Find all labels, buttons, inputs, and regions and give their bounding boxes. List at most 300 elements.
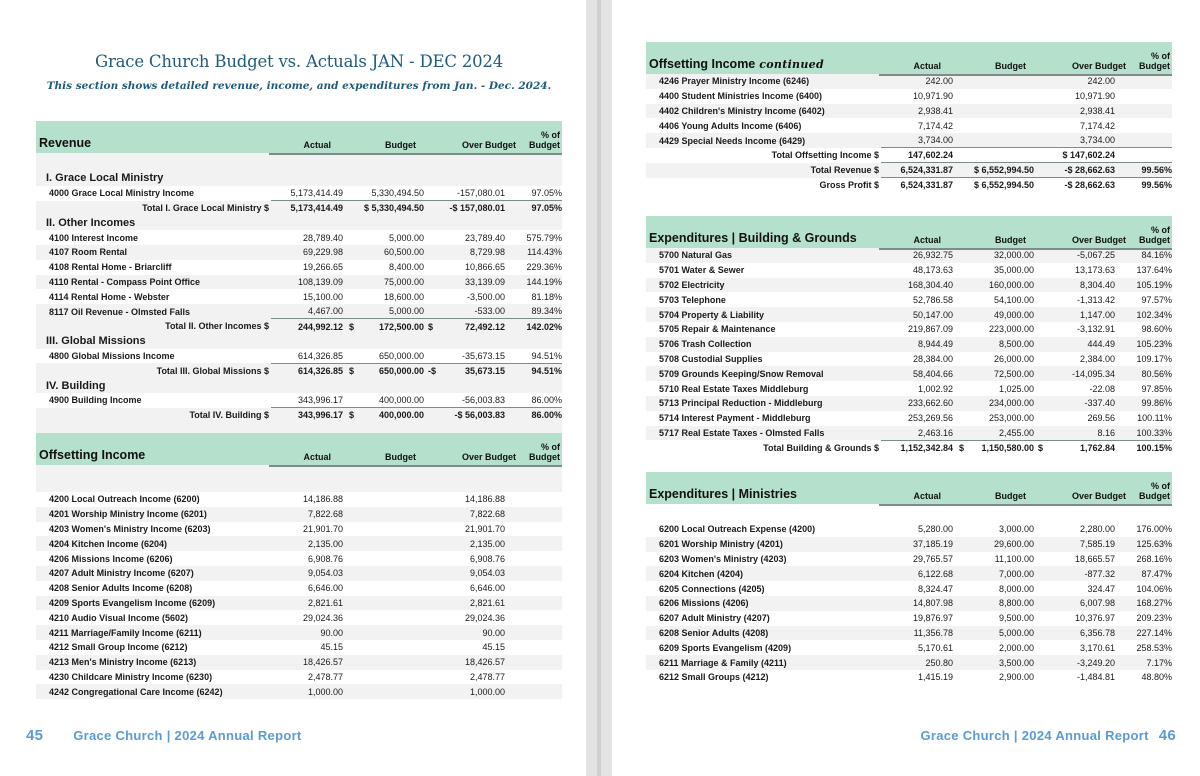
over-budget-value: 10,376.97 xyxy=(1074,613,1115,624)
page-46 xyxy=(612,0,1200,776)
row-label: 4800 Global Missions Income xyxy=(49,350,175,361)
budget-value: 650,000.00 xyxy=(343,349,424,364)
pct-budget-value: 89.34% xyxy=(505,304,562,319)
budget-value: 32,000.00 xyxy=(953,248,1034,263)
over-budget-value: 8.16 xyxy=(1034,426,1115,441)
page-number: 46 xyxy=(1158,727,1176,744)
page-45 xyxy=(0,0,586,776)
budget-value: 7,000.00 xyxy=(953,566,1034,581)
over-budget-value: -877.32 xyxy=(1034,566,1115,581)
total-over: $ 1,762.84 xyxy=(1034,440,1115,455)
row-label: 5702 Electricity xyxy=(646,278,881,293)
actual-value: 2,938.41 xyxy=(881,104,953,119)
total-actual: 1,152,342.84 xyxy=(881,440,953,455)
row-label: 4110 Rental - Compass Point Office xyxy=(36,275,271,290)
total-label: Total Offsetting Income $ xyxy=(771,150,879,161)
table-row xyxy=(646,292,1172,307)
pct-budget-value xyxy=(505,610,562,625)
section-title: Offsetting Income continued xyxy=(649,57,824,71)
row-label: 6200 Local Outreach Expense (4200) xyxy=(659,524,816,535)
row-label: 6201 Worship Ministry (4201) xyxy=(646,537,881,552)
budget-value: 5,000.00 xyxy=(343,304,424,319)
table-row xyxy=(36,304,562,319)
budget-value xyxy=(343,536,424,551)
actual-value: 2,478.77 xyxy=(307,671,343,682)
budget-value: 9,500.00 xyxy=(998,613,1034,624)
over-budget-value: 33,139.09 xyxy=(424,275,505,290)
pct-budget-value: 125.63% xyxy=(1115,537,1172,552)
row-label: 6203 Women's Ministry (4203) xyxy=(659,553,787,564)
budget-value: 8,800.00 xyxy=(953,596,1034,611)
col-actual-header: Actual xyxy=(913,491,941,501)
table-row xyxy=(646,581,1172,596)
section-title: Expenditures | Building & Grounds xyxy=(649,231,857,245)
total-budget: $ 172,500.00 xyxy=(343,319,424,334)
table-row xyxy=(646,626,1172,641)
header-rule xyxy=(879,74,1172,76)
pct-budget-value xyxy=(505,655,562,670)
total-label: Total II. Other Incomes $ xyxy=(36,319,271,334)
row-label: 4230 Childcare Ministry Income (6230) xyxy=(49,671,213,682)
table-row xyxy=(646,426,1172,441)
actual-value: 233,662.60 xyxy=(881,396,953,411)
total-budget: $ 5,330,494.50 xyxy=(343,201,424,216)
total-actual: 6,524,331.87 xyxy=(881,163,953,178)
table-row xyxy=(646,104,1172,119)
pct-budget-value xyxy=(505,492,562,507)
table-row xyxy=(646,522,1172,537)
row-label: 5714 Interest Payment - Middleburg xyxy=(659,413,811,424)
header-rule xyxy=(879,504,1172,506)
pct-budget-value: 105.23% xyxy=(1115,337,1172,352)
total-actual: 5,173,414.49 xyxy=(271,201,343,216)
offsetting-income-section xyxy=(36,433,562,699)
group-heading: IV. Building xyxy=(36,378,562,393)
table-row xyxy=(36,186,562,201)
pct-budget-value: 84.16% xyxy=(1115,248,1172,263)
total-pct: 100.15% xyxy=(1115,440,1172,455)
total-row xyxy=(646,440,1172,455)
table-row xyxy=(36,349,562,364)
budget-value: 49,000.00 xyxy=(953,307,1034,322)
total-budget: $ 6,552,994.50 xyxy=(953,178,1034,193)
budget-value xyxy=(953,89,1034,104)
total-row xyxy=(36,201,562,216)
over-budget-value: 13,173.63 xyxy=(1074,265,1116,276)
budget-value xyxy=(343,640,424,655)
budget-value: 3,000.00 xyxy=(998,524,1034,535)
total-label: Gross Profit $ xyxy=(819,179,879,190)
table-row xyxy=(36,522,562,537)
row-label: 4107 Room Rental xyxy=(36,245,271,260)
total-budget: $ 1,150,580.00 xyxy=(953,440,1034,455)
pct-budget-value xyxy=(1115,104,1172,119)
over-budget-value: 18,665.57 xyxy=(1074,553,1115,564)
row-label: 4000 Grace Local Ministry Income xyxy=(49,188,195,199)
row-label: 5713 Principal Reduction - Middleburg xyxy=(646,396,881,411)
over-budget-value: 3,734.00 xyxy=(1034,133,1115,148)
table-row xyxy=(646,352,1172,367)
total-pct: 142.02% xyxy=(505,319,562,334)
revenue-section xyxy=(36,121,562,441)
footer-left xyxy=(26,727,302,744)
pct-budget-value: 227.14% xyxy=(1115,626,1172,641)
budget-value xyxy=(953,104,1034,119)
over-budget-value: 9,054.03 xyxy=(424,566,505,581)
actual-value: 5,170.61 xyxy=(917,642,953,653)
total-over: $ 147,602.24 xyxy=(1034,148,1115,163)
total-label: Total IV. Building $ xyxy=(36,408,271,423)
total-budget: $ 6,552,994.50 xyxy=(953,163,1034,178)
actual-value: 10,971.90 xyxy=(912,91,953,102)
pct-budget-value: 109.17% xyxy=(1136,353,1173,364)
budget-value xyxy=(343,522,424,537)
pct-budget-value: 94.51% xyxy=(505,349,562,364)
budget-value: 253,000.00 xyxy=(988,413,1035,424)
pct-budget-value: 100.33% xyxy=(1115,426,1172,441)
total-budget xyxy=(953,148,1034,163)
pct-budget-value: 575.79% xyxy=(526,232,562,243)
table-row xyxy=(36,581,562,596)
header-rule xyxy=(879,248,1172,250)
actual-value: 21,901.70 xyxy=(302,523,343,534)
section-title: Expenditures | Ministries xyxy=(649,487,797,501)
section-title: Revenue xyxy=(39,136,92,150)
total-pct: 94.51% xyxy=(505,363,562,378)
over-budget-value: -56,003.83 xyxy=(424,393,505,408)
budget-value xyxy=(343,625,424,640)
budget-value xyxy=(343,492,424,507)
total-label: Total Revenue $ xyxy=(646,163,881,178)
row-label: 6212 Small Groups (4212) xyxy=(659,672,769,683)
footer-text: Grace Church | 2024 Annual Report xyxy=(73,728,302,743)
pct-budget-value: 87.47% xyxy=(1115,566,1172,581)
continued-label: continued xyxy=(759,58,824,71)
budget-value: 160,000.00 xyxy=(953,278,1034,293)
total-pct: 97.05% xyxy=(505,201,562,216)
row-label: 4200 Local Outreach Income (6200) xyxy=(49,494,200,505)
actual-value: 6,908.76 xyxy=(307,553,343,564)
pct-budget-value: 176.00% xyxy=(1136,524,1172,535)
over-budget-value: 6,646.00 xyxy=(469,583,505,594)
row-label: 4108 Rental Home - Briarcliff xyxy=(49,262,172,273)
group-heading-row xyxy=(36,334,562,349)
row-label: 4211 Marriage/Family Income (6211) xyxy=(36,625,271,640)
budget-value: 1,025.00 xyxy=(998,383,1035,394)
actual-value: 28,384.00 xyxy=(912,353,954,364)
col-budget-header: Budget xyxy=(995,235,1026,245)
group-heading-row xyxy=(36,171,562,186)
budget-value: 11,100.00 xyxy=(994,553,1034,564)
budget-value: 2,900.00 xyxy=(998,672,1034,683)
group-heading: II. Other Incomes xyxy=(36,215,562,230)
col-actual-header: Actual xyxy=(913,61,941,71)
col-actual-header: Actual xyxy=(303,140,331,150)
pct-budget-value: 100.11% xyxy=(1137,413,1173,424)
table-row xyxy=(646,263,1172,278)
over-budget-value: -533.00 xyxy=(424,304,505,319)
budget-value: 2,000.00 xyxy=(998,642,1034,653)
actual-value: 9,054.03 xyxy=(271,566,343,581)
table-row xyxy=(36,625,562,640)
total-pct: 99.56% xyxy=(1115,178,1172,193)
budget-value xyxy=(343,581,424,596)
pct-budget-value: 97.85% xyxy=(1141,383,1173,394)
actual-value: 28,789.40 xyxy=(302,232,343,243)
header-rule xyxy=(269,153,562,155)
over-budget-value: 2,938.41 xyxy=(1034,104,1115,119)
budget-value: 75,000.00 xyxy=(343,275,424,290)
row-label: 4212 Small Group Income (6212) xyxy=(49,642,188,653)
budget-value xyxy=(343,670,424,685)
section-header xyxy=(646,216,1172,248)
row-label: 4203 Women's Ministry Income (6203) xyxy=(49,523,211,534)
row-label: 6207 Adult Ministry (4207) xyxy=(659,613,770,624)
row-label: 6208 Senior Adults (4208) xyxy=(646,626,881,641)
budget-value: 3,500.00 xyxy=(953,655,1034,670)
row-label: 5701 Water & Sewer xyxy=(659,265,745,276)
over-budget-value: 2,821.61 xyxy=(424,596,505,611)
over-budget-value: 2,135.00 xyxy=(424,536,505,551)
section-header xyxy=(646,472,1172,504)
actual-value: 19,876.97 xyxy=(912,613,953,624)
actual-value: 15,100.00 xyxy=(302,291,343,302)
table-row xyxy=(36,655,562,670)
pct-budget-value: 168.27% xyxy=(1115,596,1172,611)
over-budget-value: -3,132.91 xyxy=(1077,324,1116,335)
pct-budget-value xyxy=(1115,118,1172,133)
row-label: 4201 Worship Ministry Income (6201) xyxy=(36,507,271,522)
budget-value: 8,400.00 xyxy=(388,262,424,273)
pct-budget-value xyxy=(505,566,562,581)
over-budget-value: 242.00 xyxy=(1034,74,1115,89)
table-row xyxy=(36,230,562,245)
pct-budget-value xyxy=(505,684,562,699)
row-label: 6209 Sports Evangelism (4209) xyxy=(659,642,792,653)
actual-value: 7,174.42 xyxy=(917,120,953,131)
table-row xyxy=(36,610,562,625)
budget-value xyxy=(343,507,424,522)
pct-budget-value xyxy=(505,551,562,566)
budget-value xyxy=(953,118,1034,133)
table-row xyxy=(646,366,1172,381)
pct-budget-value: 102.34% xyxy=(1115,307,1172,322)
row-label: 5708 Custodial Supplies xyxy=(659,353,763,364)
col-pct-header: % of Budget xyxy=(529,442,560,462)
pct-budget-value: 137.64% xyxy=(1136,265,1173,276)
table-row xyxy=(646,133,1172,148)
actual-value: 29,024.36 xyxy=(302,612,343,623)
row-label: 5710 Real Estate Taxes Middleburg xyxy=(659,383,809,394)
table-row xyxy=(36,275,562,290)
row-label: 5704 Property & Liability xyxy=(646,307,881,322)
budget-value xyxy=(953,133,1034,148)
over-budget-value: 29,024.36 xyxy=(464,612,505,623)
col-over-header: Over Budget xyxy=(461,140,516,150)
col-pct-header: % of Budget xyxy=(1139,481,1170,501)
table-row xyxy=(646,611,1172,626)
pct-budget-value: 268.16% xyxy=(1136,553,1172,564)
col-over-header: Over Budget xyxy=(1071,61,1126,71)
pct-budget-value: 80.56% xyxy=(1115,366,1172,381)
row-label: 6205 Connections (4205) xyxy=(659,583,765,594)
actual-value: 5,173,414.49 xyxy=(271,186,343,201)
table-row xyxy=(646,307,1172,322)
table-row xyxy=(646,118,1172,133)
over-budget-value: -3,249.20 xyxy=(1034,655,1115,670)
budget-value: 234,000.00 xyxy=(953,396,1034,411)
row-label: 4100 Interest Income xyxy=(49,232,139,243)
pct-budget-value xyxy=(1115,74,1172,89)
actual-value: 48,173.63 xyxy=(912,265,954,276)
actual-value: 8,324.47 xyxy=(917,583,953,594)
table-row xyxy=(36,670,562,685)
row-label: 4210 Audio Visual Income (5602) xyxy=(49,612,189,623)
row-label: 4900 Building Income xyxy=(49,395,142,406)
actual-value: 6,646.00 xyxy=(307,583,343,594)
total-over: $ 72,492.12 xyxy=(424,319,505,334)
actual-value: 3,734.00 xyxy=(881,133,953,148)
table-row xyxy=(646,537,1172,552)
budget-value: 5,000.00 xyxy=(953,626,1034,641)
budget-value: 26,000.00 xyxy=(993,353,1035,364)
over-budget-value: 90.00 xyxy=(424,625,505,640)
over-budget-value: -5,067.25 xyxy=(1034,248,1115,263)
over-budget-value: 6,908.76 xyxy=(469,553,505,564)
over-budget-value: 7,822.68 xyxy=(424,507,505,522)
actual-value: 37,185.19 xyxy=(881,537,953,552)
over-budget-value: -14,095.34 xyxy=(1034,366,1115,381)
col-budget-header: Budget xyxy=(995,61,1026,71)
over-budget-value: -35,673.15 xyxy=(424,349,505,364)
actual-value: 242.00 xyxy=(881,74,953,89)
table-row xyxy=(36,260,562,275)
row-label: 4208 Senior Adults Income (6208) xyxy=(49,583,193,594)
actual-value: 4,467.00 xyxy=(271,304,343,319)
pct-budget-value xyxy=(1115,133,1172,148)
over-budget-value: 10,971.90 xyxy=(1074,91,1115,102)
total-row xyxy=(646,148,1172,163)
table-row xyxy=(646,670,1172,685)
pct-budget-value: 98.60% xyxy=(1141,324,1173,335)
col-pct-header: % of Budget xyxy=(1139,225,1170,245)
table-row xyxy=(36,245,562,260)
col-over-header: Over Budget xyxy=(1071,491,1126,501)
pct-budget-value: 97.57% xyxy=(1141,294,1173,305)
actual-value: 5,280.00 xyxy=(917,524,953,535)
actual-value: 614,326.85 xyxy=(271,349,343,364)
row-label: 5703 Telephone xyxy=(659,294,726,305)
row-label: 4213 Men's Ministry Income (6213) xyxy=(36,655,271,670)
actual-value: 7,822.68 xyxy=(271,507,343,522)
actual-value: 50,147.00 xyxy=(881,307,953,322)
total-actual: 147,602.24 xyxy=(881,148,953,163)
actual-value: 343,996.17 xyxy=(271,393,343,408)
actual-value: 26,932.75 xyxy=(881,248,953,263)
section-title: Offsetting Income xyxy=(39,448,146,462)
pct-budget-value: 104.06% xyxy=(1136,583,1172,594)
row-label: 4406 Young Adults Income (6406) xyxy=(659,120,802,131)
pct-budget-value: 99.86% xyxy=(1115,396,1172,411)
pct-budget-value xyxy=(505,522,562,537)
page-number: 45 xyxy=(26,727,44,744)
actual-value: 18,426.57 xyxy=(271,655,343,670)
pct-budget-value: 209.23% xyxy=(1136,613,1172,624)
over-budget-value: 444.49 xyxy=(1034,337,1115,352)
budget-value xyxy=(343,596,424,611)
row-label: 4114 Rental Home - Webster xyxy=(49,291,170,302)
over-budget-value: 6,356.78 xyxy=(1034,626,1115,641)
group-heading-row xyxy=(36,215,562,230)
table-row xyxy=(36,289,562,304)
total-row xyxy=(36,408,562,423)
col-actual-header: Actual xyxy=(913,235,941,245)
pct-budget-value xyxy=(505,581,562,596)
row-label: 4206 Missions Income (6206) xyxy=(49,553,173,564)
budget-value: 5,330,494.50 xyxy=(343,186,424,201)
section-header xyxy=(646,42,1172,74)
footer-right xyxy=(920,727,1176,744)
actual-value: 108,139.09 xyxy=(271,275,343,290)
header-rule xyxy=(269,465,562,467)
col-budget-header: Budget xyxy=(385,452,416,462)
budget-value: 29,600.00 xyxy=(953,537,1034,552)
row-label: 4207 Adult Ministry Income (6207) xyxy=(36,566,271,581)
total-row xyxy=(646,178,1172,193)
budget-value: 72,500.00 xyxy=(953,366,1034,381)
pct-budget-value xyxy=(505,536,562,551)
budget-value: 8,000.00 xyxy=(998,583,1034,594)
table-row xyxy=(646,278,1172,293)
pct-budget-value: 48.80% xyxy=(1141,672,1172,683)
row-label: 4402 Children's Ministry Income (6402) xyxy=(646,104,881,119)
table-row xyxy=(36,492,562,507)
actual-value: 90.00 xyxy=(271,625,343,640)
ministries-section xyxy=(646,472,1172,685)
actual-value: 2,821.61 xyxy=(271,596,343,611)
total-actual: 6,524,331.87 xyxy=(881,178,953,193)
row-label: 6204 Kitchen (4204) xyxy=(646,566,881,581)
total-over: -$ 56,003.83 xyxy=(424,408,505,423)
budget-value: 400,000.00 xyxy=(343,393,424,408)
table-row xyxy=(646,411,1172,426)
over-budget-value: 1,147.00 xyxy=(1034,307,1115,322)
table-row xyxy=(646,640,1172,655)
total-label: Total I. Grace Local Ministry $ xyxy=(36,201,271,216)
pct-budget-value: 114.43% xyxy=(505,245,562,260)
total-actual: 343,996.17 xyxy=(271,408,343,423)
pct-budget-value: 97.05% xyxy=(505,186,562,201)
row-label: 4400 Student Ministries Income (6400) xyxy=(659,91,823,102)
over-budget-value: 8,729.98 xyxy=(424,245,505,260)
actual-value: 8,944.49 xyxy=(881,337,953,352)
row-label: 4242 Congregational Care Income (6242) xyxy=(36,684,271,699)
pct-budget-value xyxy=(505,625,562,640)
budget-value xyxy=(343,610,424,625)
total-pct: 99.56% xyxy=(1115,163,1172,178)
pct-budget-value: 258.53% xyxy=(1136,642,1172,653)
col-pct-header: % of Budget xyxy=(529,130,560,150)
col-budget-header: Budget xyxy=(995,491,1026,501)
budget-value: 54,100.00 xyxy=(993,294,1035,305)
table-row xyxy=(646,337,1172,352)
row-label: 5700 Natural Gas xyxy=(646,248,881,263)
total-row xyxy=(646,163,1172,178)
table-row xyxy=(646,322,1172,337)
table-row xyxy=(646,596,1172,611)
table-row xyxy=(646,248,1172,263)
total-over: -$ 28,662.63 xyxy=(1034,178,1115,193)
